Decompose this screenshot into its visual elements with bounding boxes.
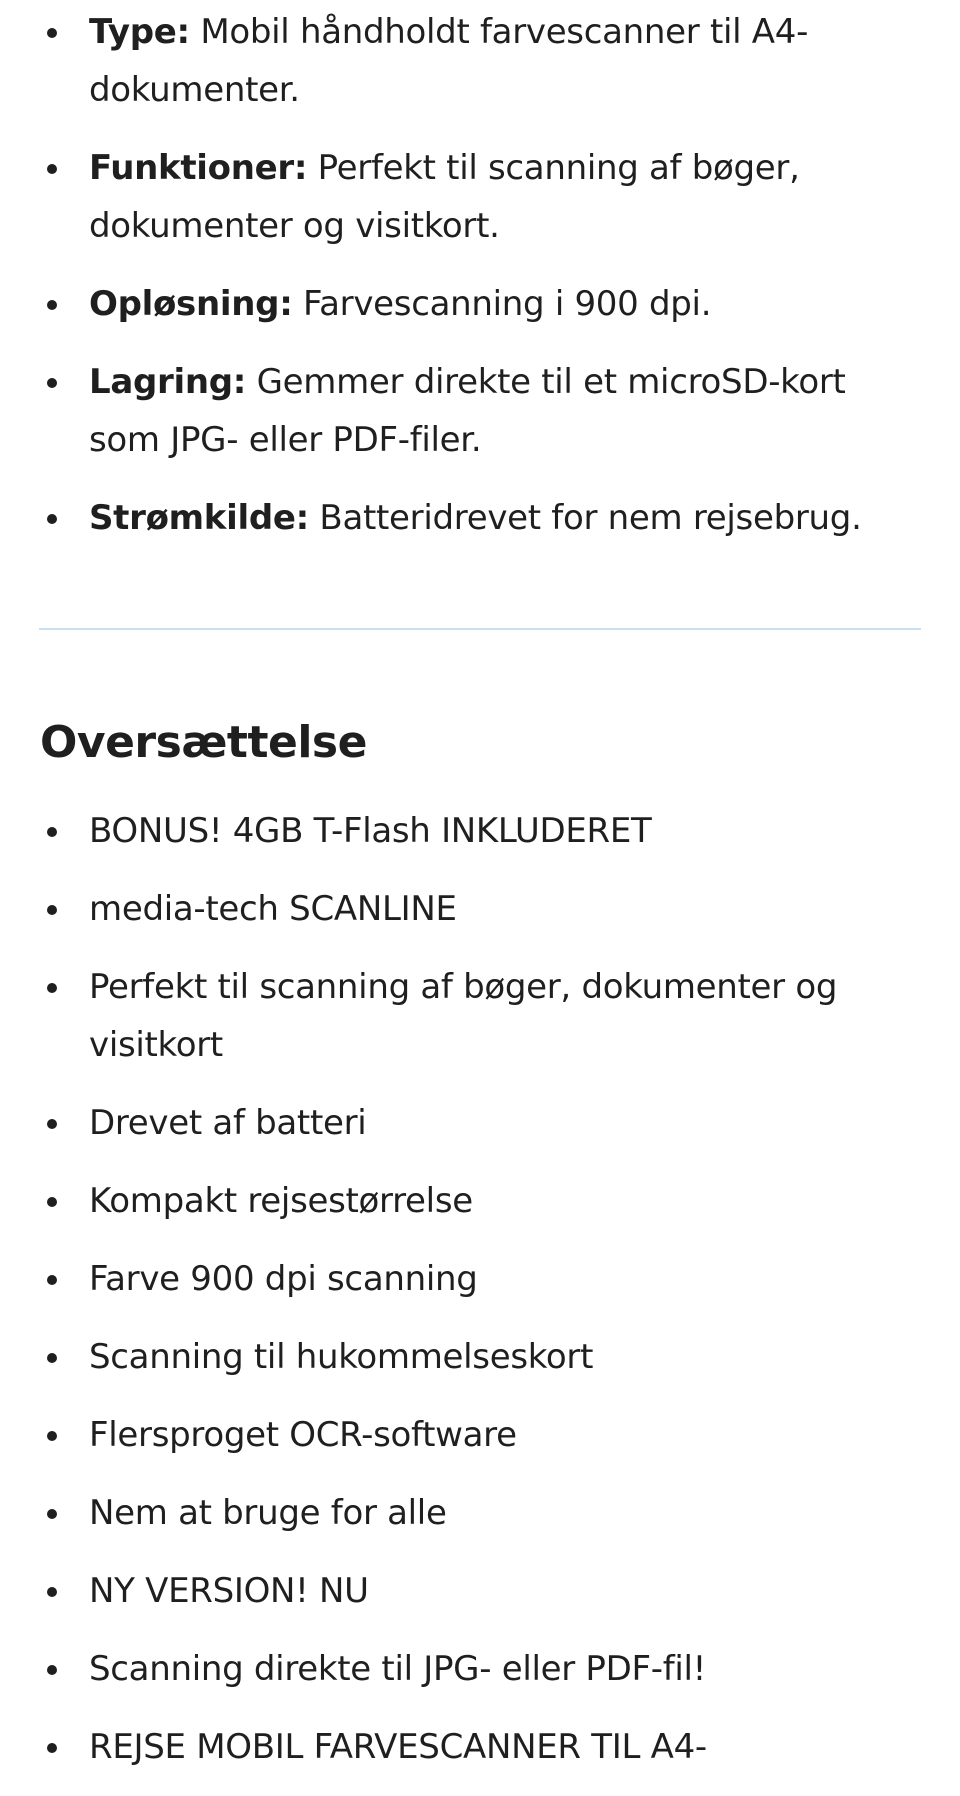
list-item: Scanning direkte til JPG- eller PDF-fil! — [0, 1640, 960, 1698]
list-item: REJSE MOBIL FARVESCANNER TIL A4- — [0, 1718, 960, 1776]
list-item: Flersproget OCR-software — [0, 1406, 960, 1464]
section-divider — [39, 628, 921, 630]
list-item: Perfekt til scanning af bøger, dokumenter og visitkort — [0, 958, 960, 1074]
spec-item-type — [0, 3, 960, 119]
list-item: Farve 900 dpi scanning — [0, 1250, 960, 1308]
spec-list — [0, 3, 960, 567]
spec-term: Opløsning: — [89, 284, 293, 324]
section-heading-translation: Oversættelse — [40, 717, 367, 768]
spec-term: Lagring: — [89, 362, 247, 402]
spec-item-functions — [0, 139, 960, 255]
list-item: Scanning til hukommelseskort — [0, 1328, 960, 1386]
list-item: media-tech SCANLINE — [0, 880, 960, 938]
spec-item-resolution — [0, 275, 960, 333]
spec-text: Mobil håndholdt farvescanner til A4-dokumenter. — [89, 12, 809, 110]
spec-term: Strømkilde: — [89, 498, 309, 538]
list-item: Nem at bruge for alle — [0, 1484, 960, 1542]
spec-text: Gemmer direkte til et microSD-kort som JPG- eller PDF-filer. — [89, 362, 846, 460]
spec-item-power — [0, 489, 960, 547]
spec-term: Type: — [89, 12, 190, 52]
spec-item-storage — [0, 353, 960, 469]
translation-list — [0, 802, 960, 1796]
spec-term: Funktioner: — [89, 148, 308, 188]
spec-text: Batteridrevet for nem rejsebrug. — [308, 498, 862, 538]
spec-text: Perfekt til scanning af bøger, dokumenter og visitkort. — [89, 148, 800, 246]
list-item: BONUS! 4GB T-Flash INKLUDERET — [0, 802, 960, 860]
list-item: Drevet af batteri — [0, 1094, 960, 1152]
list-item: NY VERSION! NU — [0, 1562, 960, 1620]
spec-text: Farvescanning i 900 dpi. — [292, 284, 712, 324]
list-item: Kompakt rejsestørrelse — [0, 1172, 960, 1230]
